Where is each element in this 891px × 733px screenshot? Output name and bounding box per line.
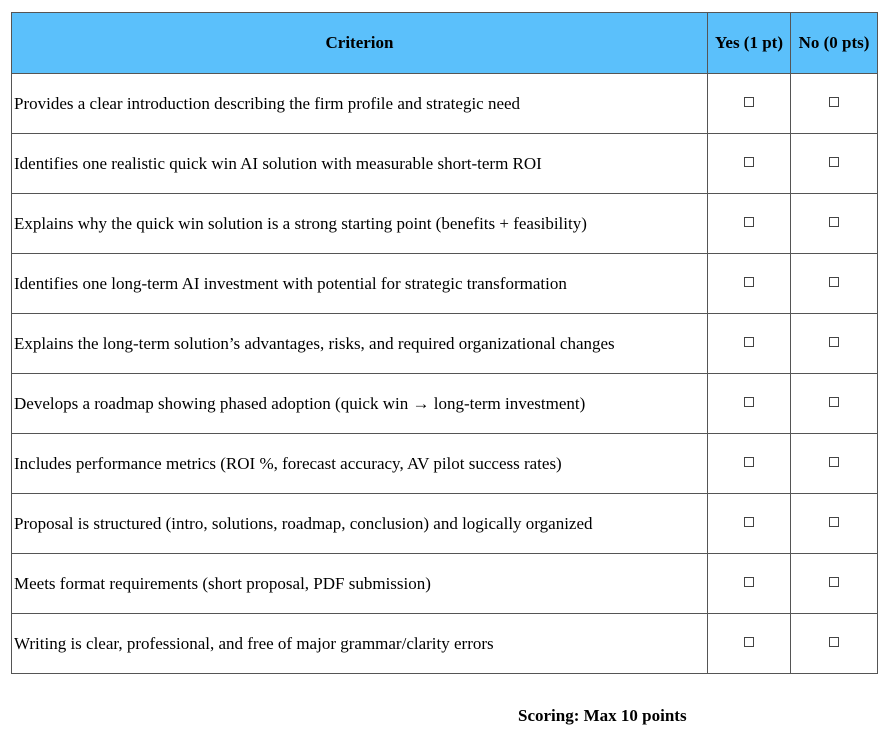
- yes-cell: [708, 314, 791, 374]
- no-column-header: No (0 pts): [791, 13, 878, 74]
- yes-cell: [708, 254, 791, 314]
- no-checkbox[interactable]: [829, 577, 839, 587]
- no-cell: [791, 74, 878, 134]
- criterion-text: Identifies one realistic quick win AI solution with measurable short-term ROI: [12, 134, 708, 194]
- criterion-text: Writing is clear, professional, and free of major grammar/clarity errors: [12, 614, 708, 674]
- criterion-text: Develops a roadmap showing phased adoption (quick win → long-term investment): [12, 374, 708, 434]
- scoring-note: Scoring: Max 10 points: [518, 706, 687, 725]
- no-checkbox[interactable]: [829, 157, 839, 167]
- yes-cell: [708, 134, 791, 194]
- no-cell: [791, 494, 878, 554]
- no-cell: [791, 254, 878, 314]
- criterion-column-header: Criterion: [12, 13, 708, 74]
- criterion-text: Explains the long-term solution’s advantages, risks, and required organizational changes: [12, 314, 708, 374]
- criterion-text: Provides a clear introduction describing the firm profile and strategic need: [12, 74, 708, 134]
- yes-cell: [708, 374, 791, 434]
- yes-checkbox[interactable]: [744, 577, 754, 587]
- header-row: [12, 13, 878, 74]
- criterion-text: Includes performance metrics (ROI %, forecast accuracy, AV pilot success rates): [12, 434, 708, 494]
- no-checkbox[interactable]: [829, 97, 839, 107]
- criterion-text: Identifies one long-term AI investment with potential for strategic transformation: [12, 254, 708, 314]
- yes-checkbox[interactable]: [744, 397, 754, 407]
- table-row: [12, 494, 878, 554]
- rubric-header: [12, 13, 878, 74]
- no-checkbox[interactable]: [829, 517, 839, 527]
- table-row: [12, 554, 878, 614]
- yes-checkbox[interactable]: [744, 457, 754, 467]
- table-row: [12, 254, 878, 314]
- table-row: [12, 194, 878, 254]
- no-cell: [791, 434, 878, 494]
- table-row: [12, 614, 878, 674]
- no-cell: [791, 374, 878, 434]
- yes-checkbox[interactable]: [744, 157, 754, 167]
- yes-cell: [708, 74, 791, 134]
- table-row: [12, 374, 878, 434]
- yes-cell: [708, 554, 791, 614]
- no-cell: [791, 314, 878, 374]
- no-checkbox[interactable]: [829, 277, 839, 287]
- yes-checkbox[interactable]: [744, 637, 754, 647]
- yes-cell: [708, 614, 791, 674]
- yes-checkbox[interactable]: [744, 217, 754, 227]
- yes-column-header: Yes (1 pt): [708, 13, 791, 74]
- criterion-text: Explains why the quick win solution is a strong starting point (benefits + feasibility): [12, 194, 708, 254]
- criterion-text: Meets format requirements (short proposal, PDF submission): [12, 554, 708, 614]
- table-row: [12, 314, 878, 374]
- no-checkbox[interactable]: [829, 637, 839, 647]
- yes-checkbox[interactable]: [744, 277, 754, 287]
- no-checkbox[interactable]: [829, 337, 839, 347]
- no-cell: [791, 554, 878, 614]
- no-cell: [791, 614, 878, 674]
- yes-cell: [708, 434, 791, 494]
- yes-checkbox[interactable]: [744, 517, 754, 527]
- yes-cell: [708, 494, 791, 554]
- table-row: [12, 434, 878, 494]
- no-checkbox[interactable]: [829, 217, 839, 227]
- yes-checkbox[interactable]: [744, 337, 754, 347]
- table-row: [12, 134, 878, 194]
- no-cell: [791, 134, 878, 194]
- table-row: [12, 74, 878, 134]
- rubric-body: [12, 74, 878, 674]
- yes-cell: [708, 194, 791, 254]
- no-cell: [791, 194, 878, 254]
- criterion-text: Proposal is structured (intro, solutions, roadmap, conclusion) and logically organized: [12, 494, 708, 554]
- no-checkbox[interactable]: [829, 457, 839, 467]
- yes-checkbox[interactable]: [744, 97, 754, 107]
- rubric-table: [11, 12, 878, 674]
- no-checkbox[interactable]: [829, 397, 839, 407]
